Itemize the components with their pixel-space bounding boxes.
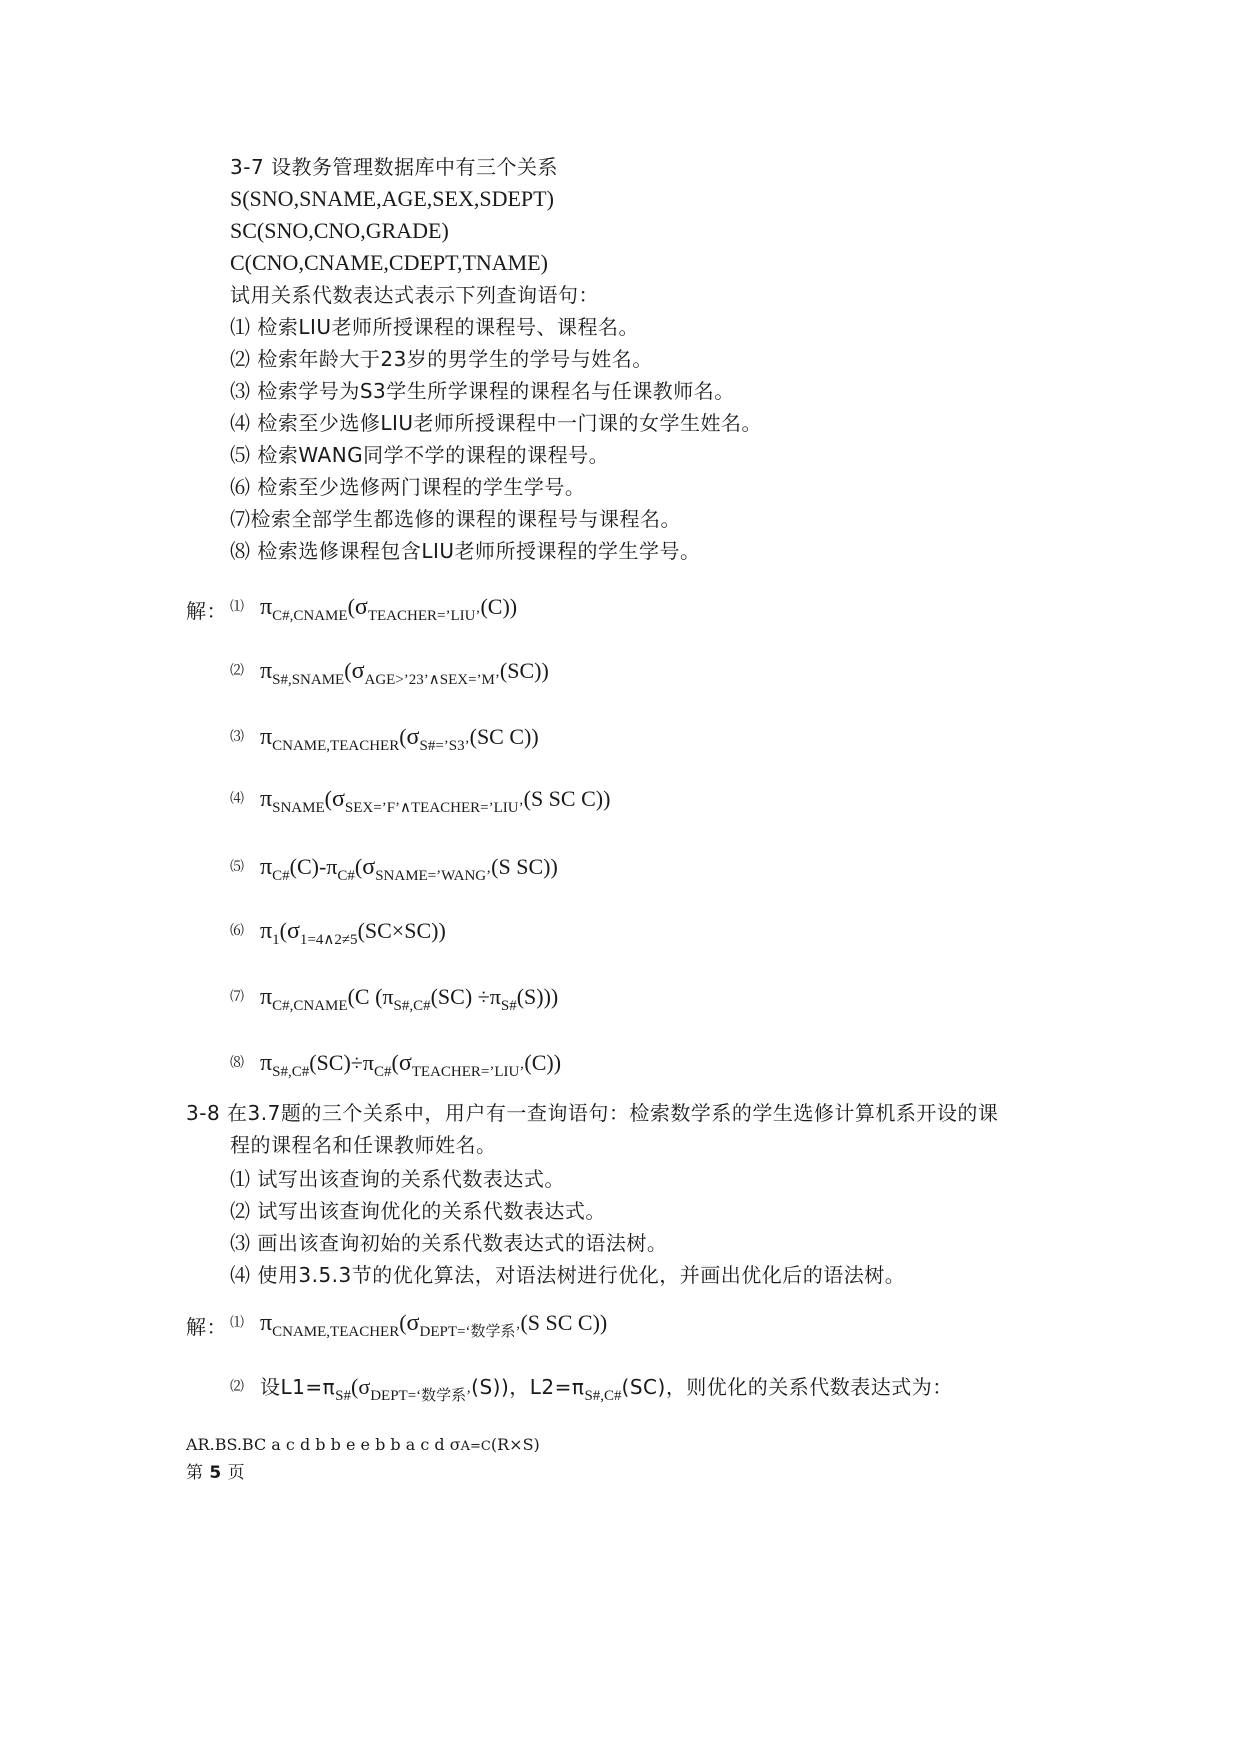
formula-rest: (SC)，则优化的关系代数表达式为： [621,1375,953,1399]
query-item: ⑵ 检索年龄大于23岁的男学生的学号与姓名。 [230,347,653,371]
problem-3-8-heading-cont: 程的课程名和任课教师姓名。 [230,1133,497,1157]
formula-index: ⑶ [230,730,244,745]
formula-rest: (SC)) [499,658,549,683]
sigma-symbol: σ [398,1050,412,1076]
sigma-subscript: A=C [460,1439,491,1454]
page-number: 5 [209,1463,222,1483]
pi-symbol: π [260,984,273,1010]
query-item: ⑻ 检索选修课程包含LIU老师所授课程的学生学号。 [230,539,701,563]
pi-symbol: π [260,594,273,620]
sigma-symbol: σ [286,918,300,944]
paren: ( [399,724,407,749]
sigma-subscript: 1=4∧2≠5 [299,932,358,948]
relation-c: C(CNO,CNAME,CDEPT,TNAME) [230,250,548,275]
formula-pre: 设L1=π [260,1375,336,1399]
relation-sc: SC(SNO,CNO,GRADE) [230,218,449,243]
paren: ( [279,918,287,943]
problem-3-7-heading: 3-7 设教务管理数据库中有三个关系 [230,155,559,179]
formula-mid: (C)-π [289,854,338,879]
sigma-symbol: σ [406,1310,420,1336]
formula-rest: (S SC C)) [520,1310,608,1335]
formula-rest: (C)) [524,1050,562,1075]
query-item: ⑸ 检索WANG同学不学的课程的课程号。 [230,443,610,467]
formula-index: ⑷ [230,792,244,807]
footer-sigma-rest: (R×S) [490,1435,540,1454]
pi-subscript: C# [373,1064,392,1080]
pi-subscript: S#,SNAME [272,672,345,688]
paren: ( [344,658,352,683]
query-item: ⑶ 检索学号为S3学生所学课程的课程名与任课教师名。 [230,379,735,403]
pi-symbol: π [260,724,273,750]
page-suffix: 页 [221,1463,246,1483]
page-number-line [186,1460,245,1486]
query-item: ⑴ 检索LIU老师所授课程的课程号、课程名。 [230,315,640,339]
pi-subscript: CNAME,TEACHER [272,1324,400,1340]
formula-2 [230,658,549,688]
formula-index: ⑵ [230,664,244,679]
formula-index: ⑴ [230,1316,244,1331]
pi-subscript: SNAME [272,800,325,816]
sigma-symbol: σ [354,594,368,620]
formula-rest: (SC×SC)) [357,918,446,943]
formula-6 [230,918,446,948]
sigma-symbol: σ [351,658,365,684]
query-item: ⑷ 检索至少选修LIU老师所授课程中一门课的女学生姓名。 [230,411,763,435]
sigma-subscript: TEACHER=’LIU’ [411,1064,525,1080]
sigma-symbol: σ [449,1435,461,1454]
pi-symbol: π [260,1310,273,1336]
formula-rest: (S))) [516,984,559,1009]
formula-index: ⑹ [230,924,244,939]
relation-s: S(SNO,SNAME,AGE,SEX,SDEPT) [230,186,554,211]
formula-1 [230,594,518,624]
pi-subscript: C# [337,868,355,884]
query-item: ⑺检索全部学生都选修的课程的课程号与课程名。 [230,507,681,531]
formula-38-1 [230,1310,608,1340]
sigma-symbol: σ [331,786,345,812]
formula-index: ⑻ [230,1056,244,1071]
formula-rest: (C)) [480,594,518,619]
formula-mid: (SC)÷π [309,1050,374,1075]
paren: ( [391,1050,399,1075]
formula-index: ⑸ [230,860,244,875]
formula-open: (σ [351,1374,371,1399]
paren: ( [354,854,363,879]
pi-subscript: S# [500,998,517,1014]
formula-mid: (C (π [347,984,394,1009]
paren: ( [399,1310,407,1335]
formula-rest: (SC C)) [469,724,539,749]
formula-index: ⑺ [230,990,244,1005]
formula-mid: (S))，L2=π [471,1375,585,1399]
solution-label: 解： [186,1315,227,1339]
pi-subscript: C# [272,868,290,884]
footer-artifact-text: AR.BS.BC a c d b b e e b b a c d [186,1435,450,1454]
formula-rest: (S SC)) [491,854,558,879]
formula-index: ⑴ [230,600,244,615]
pi-symbol: π [260,786,273,812]
sigma-subscript: S#=’S3’ [419,738,470,754]
pi-symbol: π [260,658,273,684]
sigma-subscript: AGE>’23’∧SEX=’M’ [364,672,500,688]
paren: ( [324,786,332,811]
pi-subscript: 1 [272,932,280,948]
sigma-symbol: σ [406,724,420,750]
question-item: ⑴ 试写出该查询的关系代数表达式。 [230,1167,565,1191]
formula-index: ⑵ [230,1380,244,1395]
question-item: ⑵ 试写出该查询优化的关系代数表达式。 [230,1199,606,1223]
pi-subscript: S#,C# [272,1064,310,1080]
pi-symbol: π [260,1050,273,1076]
pi-subscript: C#,CNAME [272,998,348,1014]
pi-subscript: S# [335,1388,352,1404]
formula-rest: (S SC C)) [523,786,611,811]
paren: ( [347,594,355,619]
sigma-subscript: SEX=’F’∧TEACHER=’LIU’ [344,800,524,816]
pi-subscript: C#,CNAME [272,608,348,624]
page-prefix: 第 [186,1463,210,1483]
pi-subscript: S#,C# [393,998,431,1014]
formula-mid: (SC) ÷π [430,984,501,1009]
sigma-symbol: σ [362,854,376,880]
instruction-text: 试用关系代数表达式表示下列查询语句： [230,283,599,307]
sigma-subscript: DEPT=‘数学系’ [419,1324,521,1340]
question-item: ⑷ 使用3.5.3节的优化算法，对语法树进行优化，并画出优化后的语法树。 [230,1263,906,1287]
pi-symbol: π [260,918,273,944]
question-item: ⑶ 画出该查询初始的关系代数表达式的语法树。 [230,1231,668,1255]
formula-38-2 [230,1374,953,1404]
pi-subscript: S#,C# [584,1388,622,1404]
sigma-subscript: DEPT=‘数学系’ [370,1388,472,1404]
formula-3 [230,724,539,754]
sigma-subscript: TEACHER=’LIU’ [367,608,481,624]
formula-5 [230,854,558,884]
solution-label: 解： [186,599,227,623]
problem-3-8-heading: 3-8 在3.7题的三个关系中，用户有一查询语句：检索数学系的学生选修计算机系开设的课 [186,1101,999,1125]
pi-symbol: π [260,854,273,880]
formula-8 [230,1050,562,1080]
formula-4 [230,786,611,816]
sigma-subscript: SNAME=’WANG’ [375,868,492,884]
pi-subscript: CNAME,TEACHER [272,738,400,754]
footer-artifact-line [186,1432,540,1460]
formula-7 [230,984,559,1014]
query-item: ⑹ 检索至少选修两门课程的学生学号。 [230,475,586,499]
